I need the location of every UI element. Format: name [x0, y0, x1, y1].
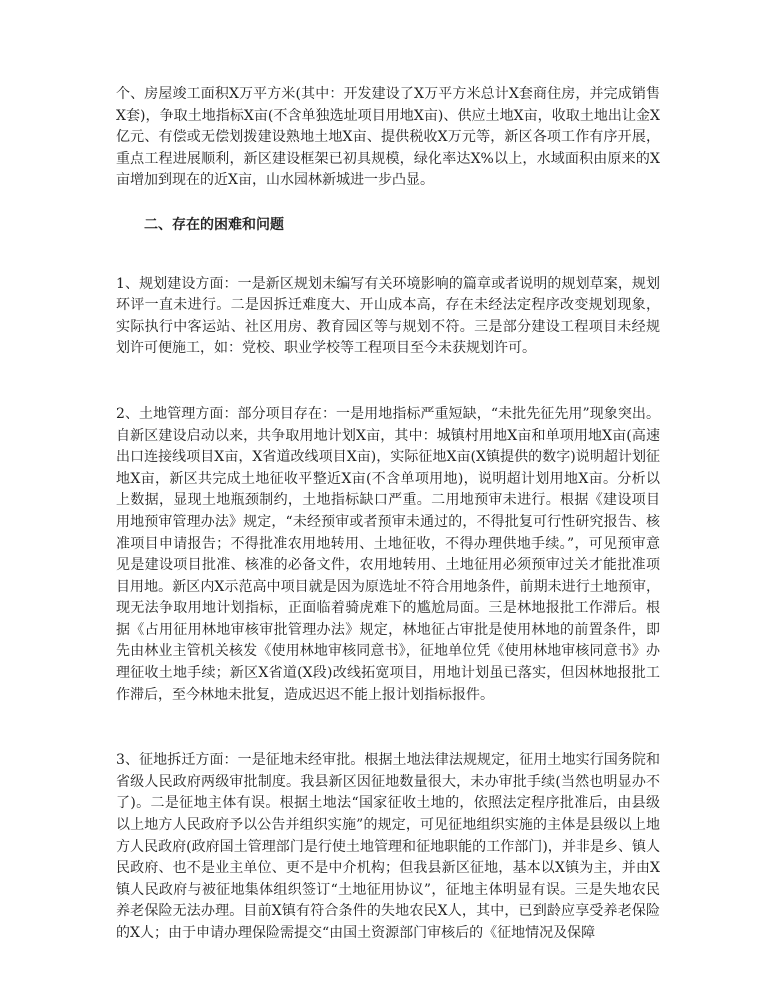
section-heading-problems: 二、存在的困难和问题: [144, 216, 284, 233]
paragraph-planning: 1、规划建设方面：一是新区规划未编写有关环境影响的篇章或者说明的规划草案，规划环评一直未进行。二是因拆迁难度大、开山成本高，存在未经法定程序改变规划现象，实际执行中客运站、社区用房、教育园区等与规划不符。三是部分建设工程项目未经规划许可便施工，如：党校、职业学校等工程项目至今未获规划许可。: [116, 275, 660, 357]
paragraph-land-management: 2、土地管理方面：部分项目存在：一是用地指标严重短缺，“未批先征先用”现象突出。自新区建设启动以来，共争取用地计划X亩，其中：城镇村用地X亩和单项用地X亩(高速出口连接线项目X亩，X省道改线项目X亩)，实际征地X亩(X镇提供的数字)说明超计划征地X亩，新区共完成土地征收平整近X亩(不含单项用地)，说明超计划用地X亩。分析以上数据，显现土地瓶颈制约，土地指标缺口严重。二用地预审未进行。根据《建设项目用地预审管理办法》规定，“未经预审或者预审未通过的，不得批复可行性研究报告、核准项目申请报告；不得批准农用地转用、土地征收，不得办理供地手续。”，可见预审意见是建设项目批准、核准的必备文件，农用地转用、土地征用必须预审过关才能批准项目用地。新区内X示范高中项目就是因为原选址不符合用地条件，前期未进行土地预审，现无法争取用地计划指标，正面临着骑虎难下的尴尬局面。三是林地报批工作滞后。根据《占用征用林地审核审批管理办法》规定，林地征占审批是使用林地的前置条件，即先由林业主管机关核发《使用林地审核同意书》，征地单位凭《使用林地审核同意书》办理征收土地手续；新区X省道(X段)改线拓宽项目，用地计划虽已落实，但因林地报批工作滞后，至今林地未批复，造成迟迟不能上报计划指标报件。: [116, 405, 660, 703]
paragraph-summary: 个、房屋竣工面积X万平方米(其中：开发建设了X万平方米总计X套商住房，并完成销售X套)，争取土地指标X亩(不含单独选址项目用地X亩)、供应土地X亩，收取土地出让金X亿元、有偿或无偿划拨建设熟地土地X亩、提供税收X万元等，新区各项工作有序开展，重点工程进展顺利，新区建设框架已初具规模，绿化率达X%以上，水域面积由原来的X亩增加到现在的近X亩，山水园林新城进一步凸显。: [116, 86, 660, 189]
spacer: [116, 360, 660, 404]
paragraph-land-acquisition: 3、征地拆迁方面：一是征地未经审批。根据土地法律法规规定，征用土地实行国务院和省级人民政府两级审批制度。我县新区因征地数量很大，未办审批手续(当然也明显办不了)。二是征地主体有误。根据土地法“国家征收土地的，依照法定程序批准后，由县级以上地方人民政府予以公告并组织实施”的规定，可见征地组织实施的主体是县级以上地方人民政府(政府国土管理部门是行使土地管理和征地职能的工作部门)，并非是乡、镇人民政府、也不是业主单位、更不是中介机构；但我县新区征地，基本以X镇为主，并由X镇人民政府与被征地集体组织签订“土地征用协议”，征地主体明显有误。三是失地农民养老保险无法办理。目前X镇有符合条件的失地农民X人，其中，已到龄应享受养老保险的X人；由于申请办理保险需提交“由国土资源部门审核后的《征地情况及保障: [116, 752, 660, 941]
spacer: [116, 237, 660, 274]
spacer: [116, 192, 660, 215]
spacer: [116, 706, 660, 750]
